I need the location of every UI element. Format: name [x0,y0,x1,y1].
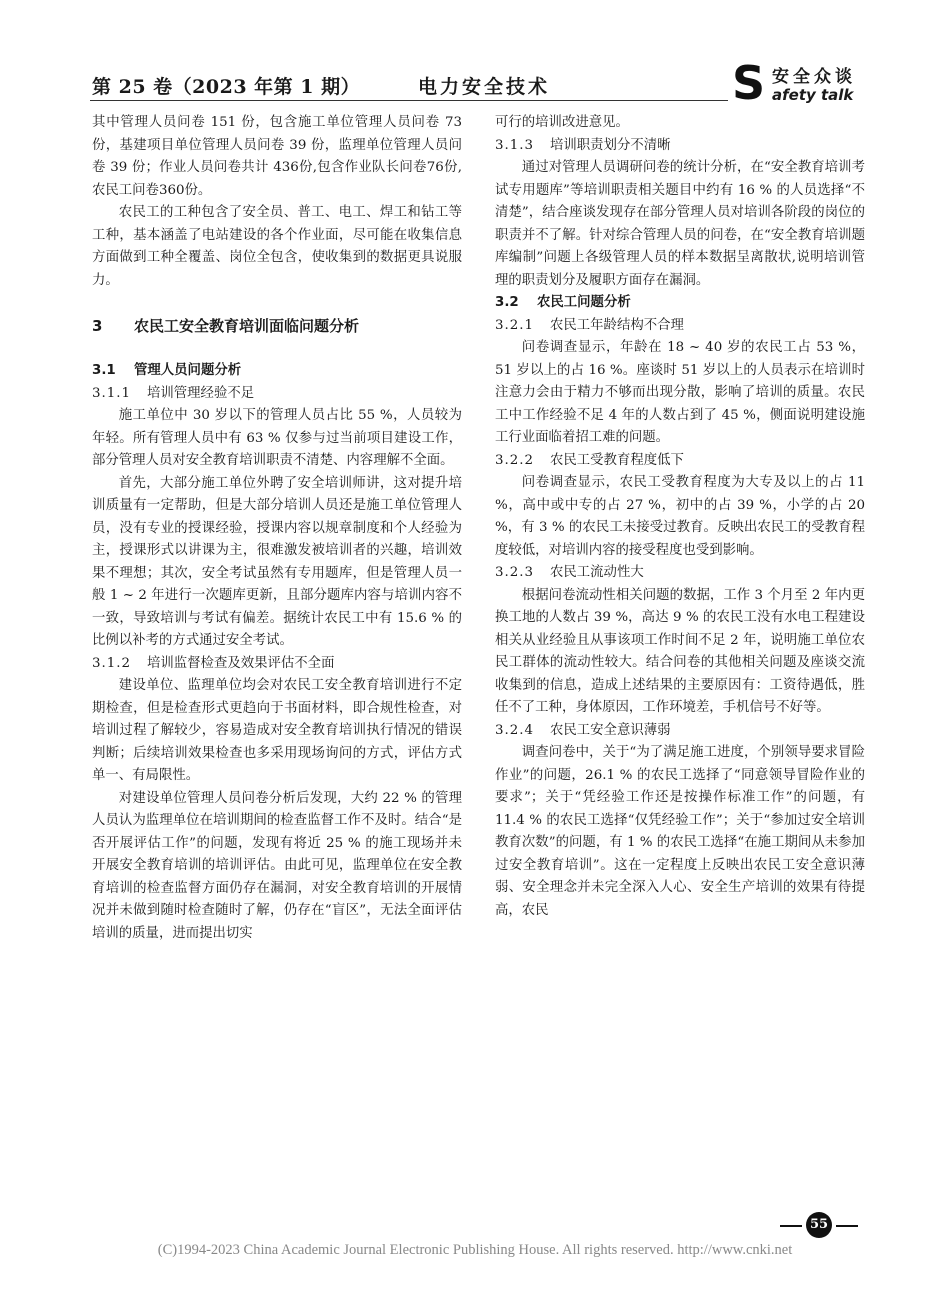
paragraph: 施工单位中 30 岁以下的管理人员占比 55 %，人员较为年轻。所有管理人员中有 63 % 仅参与过当前项目建设工作，部分管理人员对安全教育培训职责不清楚、内容理解不全面。 [92,408,462,468]
page-number-badge: 55 [806,1212,832,1238]
right-column [495,112,865,922]
column-logo-cn: 安全众谈 [772,67,856,87]
paragraph: 通过对管理人员调研问卷的统计分析，在“安全教育培训考试专用题库”等培训职责相关题目中约有 16 % 的人员选择“不清楚”，结合座谈发现存在部分管理人员对培训各阶段的岗位的职责并不了解。针对综合管理人员的问卷，在“安全教育培训题库编制”问题上各级管理人员的样本数据呈离散状,说明培训管理的职责划分及履职方面存在漏洞。 [495,160,865,288]
paragraph: 对建设单位管理人员问卷分析后发现，大约 22 % 的管理人员认为监理单位在培训期间的检查监督工作不及时。结合“是否开展评估工作”的问题，发现有将近 25 % 的施工现场并未开展安全教育培训的培训评估。由此可见，监理单位在安全教育培训的检查监督方面仍存在漏洞，对安全教育培训的开展情况并未做到随时检查随时了解，仍存在“盲区”，无法全面评估培训的质量，进而提出切实 [92,790,462,941]
section-heading [92,314,462,338]
subsubsection-title: 培训职责划分不清晰 [550,137,671,153]
subsection-heading [495,292,865,315]
subsubsection-title: 农民工流动性大 [550,565,644,580]
subsubsection-title: 农民工受教育程度低下 [550,452,684,468]
subsubsection-heading [495,135,865,158]
section-title: 农民工安全教育培训面临问题分析 [134,317,360,335]
subsection-number: 3.2 [495,295,519,310]
paragraph: 可行的培训改进意见。 [495,115,629,130]
subsection-heading [92,360,462,383]
page-number-dash [780,1225,802,1227]
subsubsection-title: 培训管理经验不足 [147,385,255,401]
paragraph: 首先，大部分施工单位外聘了安全培训师讲，这对提升培训质量有一定帮助，但是大部分培训人员还是施工单位管理人员，没有专业的授课经验，授课内容以规章制度和个人经验为主，授课形式以讲课为主，很难激发被培训者的兴趣，培训效果不理想；其次，安全考试虽然有专用题库，但是管理人员一般 1 ~ 2 年进行一次题库更新，且部分题库内容与培训内容不一致，导致培训与考试有偏差。据统计农民工中有 15.6 % 的比例以补考的方式通过安全考试。 [92,475,462,648]
subsection-number: 3.1 [92,363,116,378]
column-logo-en: afety talk [772,86,854,104]
column-logo-letter: S [732,56,766,110]
subsubsection-number: 3.1.2 [92,655,132,671]
subsubsection-heading [495,720,865,743]
subsubsection-number: 3.1.3 [495,137,535,153]
subsubsection-number: 3.2.4 [495,722,535,738]
paragraph: 其中管理人员问卷 151 份，包含施工单位管理人员问卷 73 份，基建项目单位管理人员问卷 39 份，监理单位管理人员问卷 39 份；作业人员问卷共计 436份,包含作业队长问卷76份,农民工问卷360份。 [92,115,462,198]
subsubsection-heading [92,383,462,406]
subsubsection-number: 3.1.1 [92,385,132,401]
subsection-title: 管理人员问题分析 [134,363,242,378]
section-number: 3 [92,317,103,335]
subsection-title: 农民工问题分析 [537,295,631,310]
header-rule [90,100,728,101]
subsubsection-number: 3.2.1 [495,317,535,333]
left-column [92,112,462,945]
subsubsection-heading [92,653,462,676]
subsubsection-title: 农民工年龄结构不合理 [550,317,684,333]
subsubsection-heading [495,450,865,473]
page-number [780,1212,860,1240]
paragraph: 根据问卷流动性相关问题的数据，工作 3 个月至 2 年内更换工地的人数占 39 %，高达 9 % 的农民工没有水电工程建设相关从业经验且从事该项工作时间不足 2 年，说明施工单位农民工群体的流动性较大。结合问卷的其他相关问题及座谈交流收集到的信息，造成上述结果的主要原因有：工资待遇低，胜任不了工种，身体原因，工作环境差，手机信号不好等。 [495,587,865,715]
paragraph: 建设单位、监理单位均会对农民工安全教育培训进行不定期检查，但是检查形式更趋向于书面材料，即合规性检查，对培训过程了解较少，容易造成对安全教育培训执行情况的错误判断；后续培训效果检查也多采用现场询问的方式，评估方式单一、有局限性。 [92,678,462,783]
paragraph: 调查问卷中，关于“为了满足施工进度，个别领导要求冒险作业”的问题，26.1 % 的农民工选择了“同意领导冒险作业的要求”；关于“凭经验工作还是按操作标准工作”的问题，有 11.4 % 的农民工选择“仅凭经验工作”；关于“参加过安全培训教育次数”的问题，有 1 % 的农民工选择“在施工期间从未参加过安全教育培训”。这在一定程度上反映出农民工安全意识薄弱、安全理念并未完全深入人心、安全生产培训的效果有待提高，农民 [495,745,865,918]
copyright-footer: (C)1994-2023 China Academic Journal Electronic Publishing House. All rights reserved. http://www.cnki.net [157,1242,793,1258]
subsubsection-heading [495,315,865,338]
subsubsection-number: 3.2.3 [495,565,535,580]
paragraph: 问卷调查显示，年龄在 18 ~ 40 岁的农民工占 53 %，51 岁以上的占 16 %。座谈时 51 岁以上的人员表示在培训时注意力会由于精力不够而出现分散，影响了培训的质量。农民工中工作经验不足 4 年的人数占到了 45 %，侧面说明建设施工行业面临着招工难的问题。 [495,340,865,445]
subsubsection-heading [495,562,865,585]
paragraph: 农民工的工种包含了安全员、普工、电工、焊工和钻工等工种，基本涵盖了电站建设的各个作业面，尽可能在收集信息方面做到工种全覆盖、岗位全包含，使收集到的数据更具说服力。 [92,205,462,288]
subsubsection-title: 农民工安全意识薄弱 [550,722,671,738]
subsubsection-number: 3.2.2 [495,452,535,468]
journal-issue: 第 25 卷（2023 年第 1 期） [92,76,361,98]
journal-name: 电力安全技术 [418,76,551,98]
page-header [0,0,950,110]
page-number-dash [836,1225,858,1227]
subsubsection-title: 培训监督检查及效果评估不全面 [147,655,335,671]
paragraph: 问卷调查显示，农民工受教育程度为大专及以上的占 11 %，高中或中专的占 27 %，初中的占 39 %，小学的占 20 %，有 3 % 的农民工未接受过教育。反映出农民工的受教育程度较低，对培训内容的接受程度也受到影响。 [495,475,865,558]
